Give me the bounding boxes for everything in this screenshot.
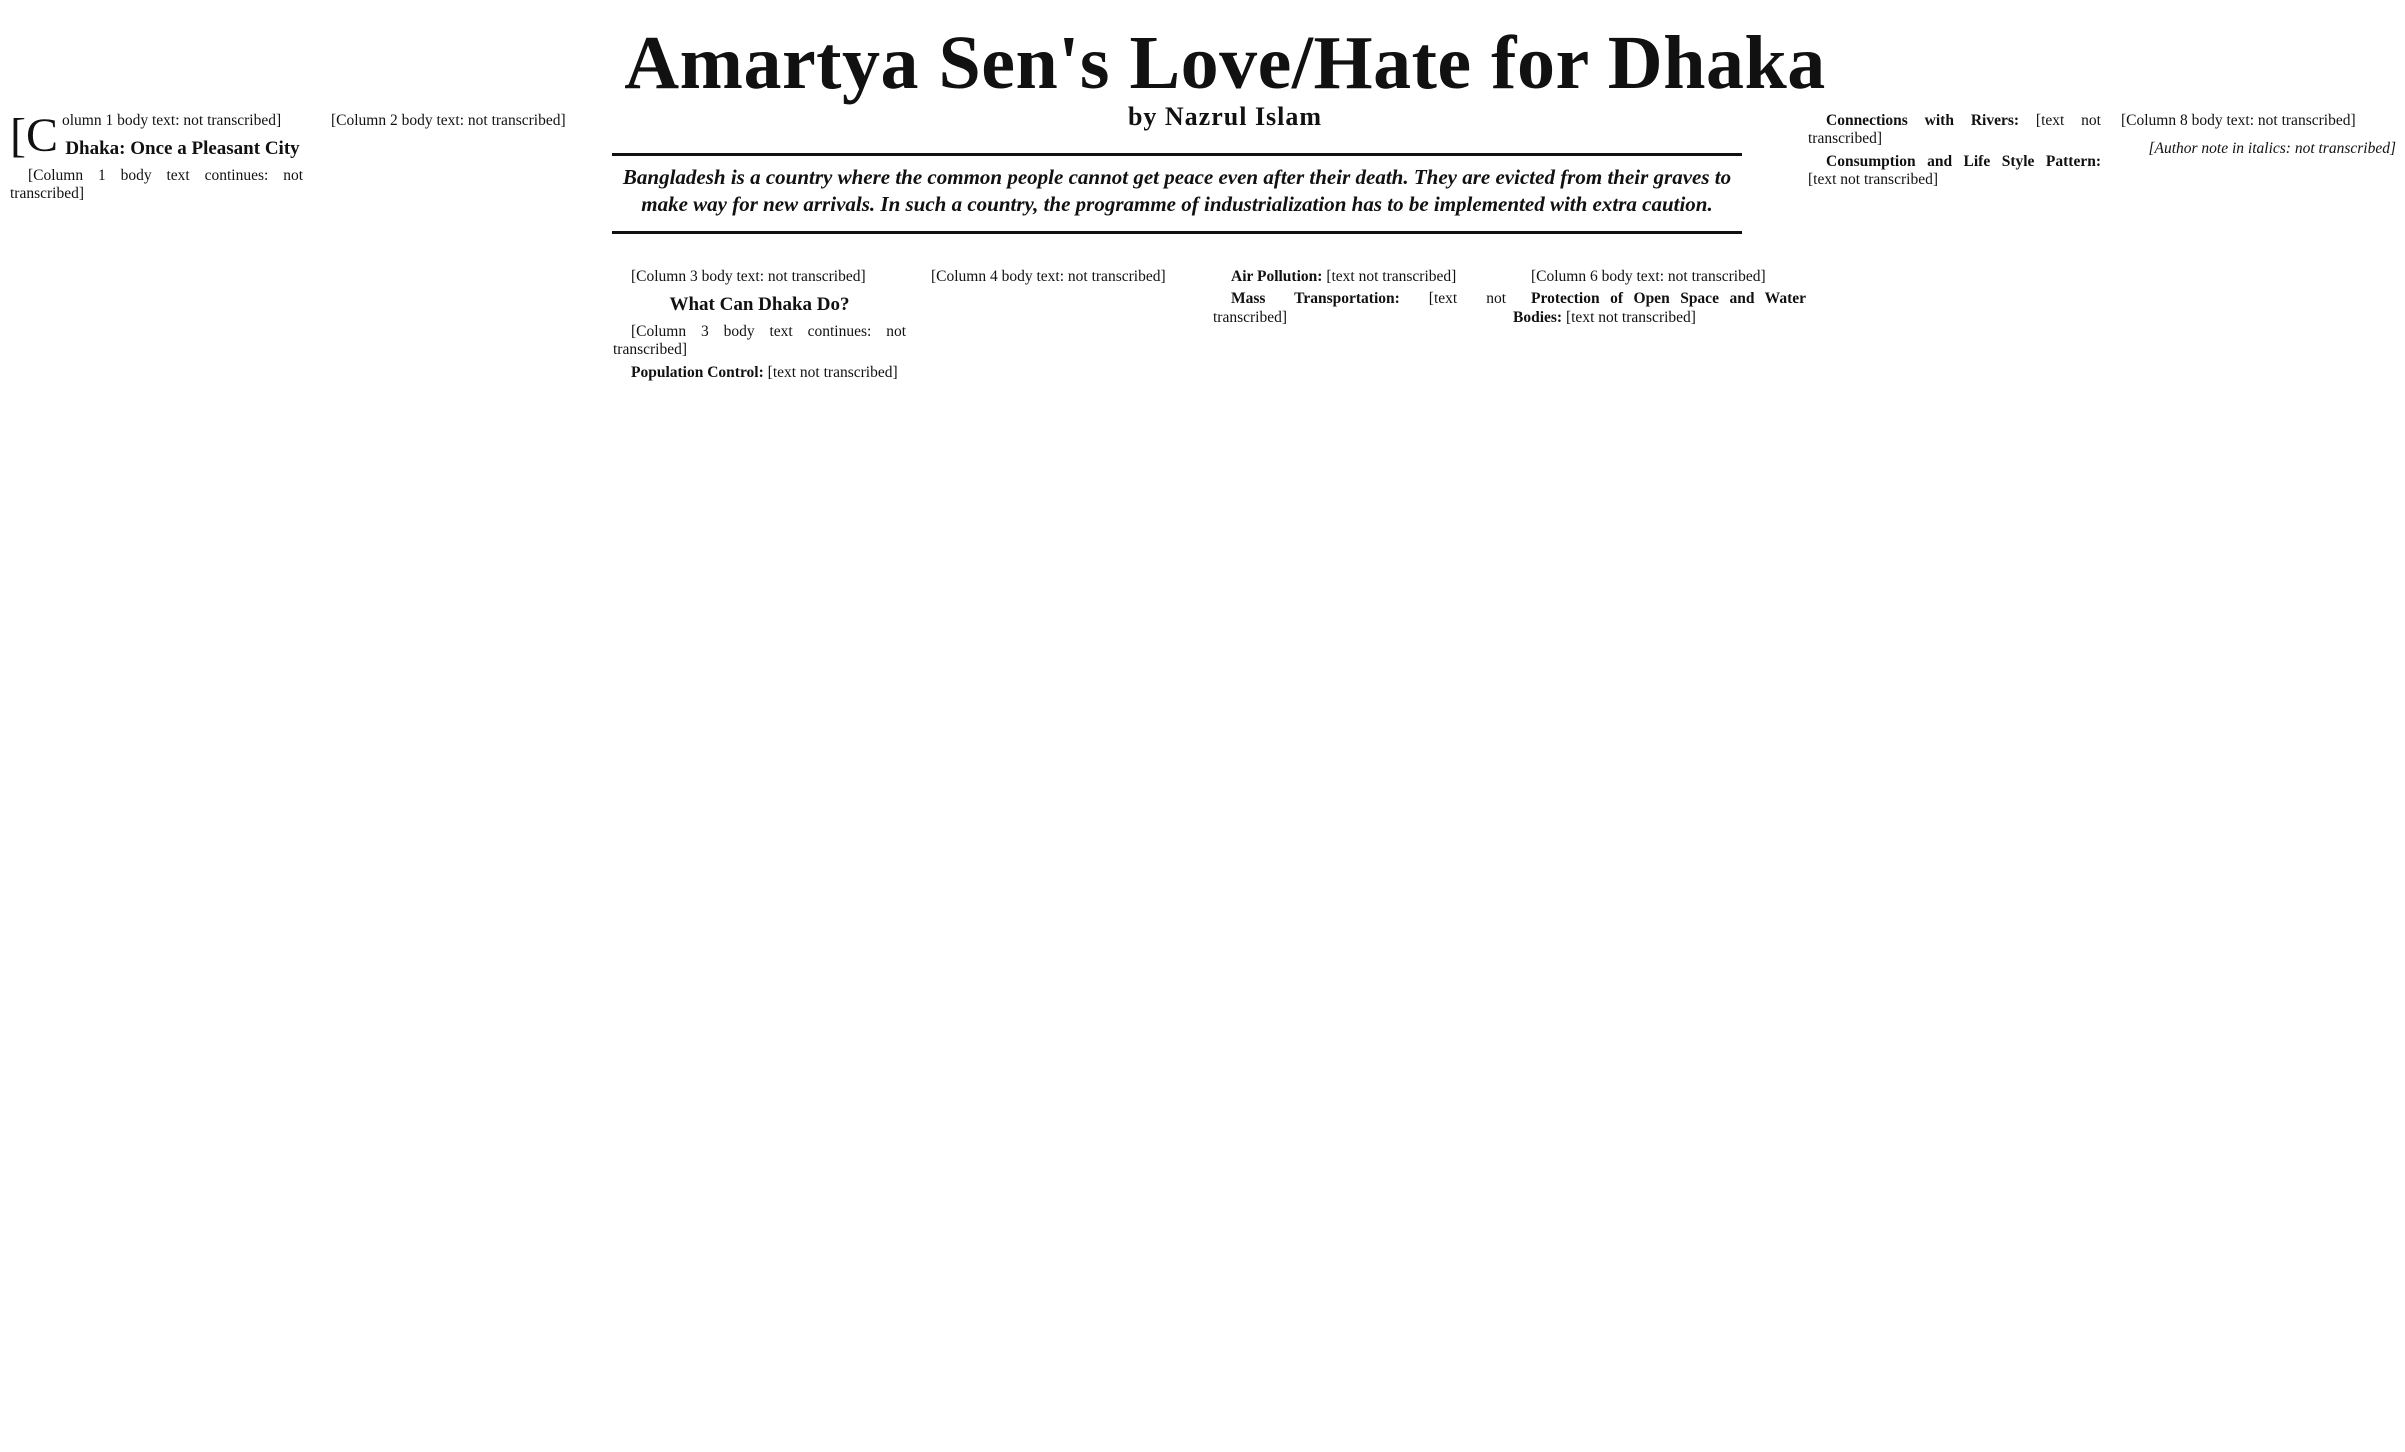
standfirst: [612, 153, 1742, 234]
article-column-2: [313, 112, 606, 1442]
article-text: [text not transcribed]: [1213, 290, 1506, 326]
article-text: [text not transcribed]: [1322, 268, 1457, 285]
article-paragraph: [Column 3 body text continues: not transcribed]: [613, 323, 906, 359]
article-text: [text not transcribed]: [1562, 308, 1696, 326]
article-paragraph: [Column 8 body text: not transcribed]: [2121, 112, 2356, 129]
article-column-5: [1213, 268, 1506, 1442]
section-heading: Consumption and Life Style Pattern:: [1826, 152, 2101, 170]
section-heading: Connections with Rivers:: [1826, 112, 2020, 129]
article-column-6: [1513, 268, 1806, 1442]
article-paragraph: [Column 2 body text: not transcribed]: [331, 112, 566, 129]
article-text: [text not transcribed]: [1808, 112, 2101, 148]
section-heading: Dhaka: Once a Pleasant City: [65, 138, 300, 160]
article-column-3: [613, 268, 906, 1442]
article-paragraph: [1213, 268, 1506, 286]
section-heading: Population Control:: [631, 363, 764, 381]
lead-paragraph: [Column 1 body text: not transcribed]: [10, 112, 282, 162]
standfirst-text: Bangladesh is a country where the common people cannot get peace even after their death. They are evicted from their graves to make way for new arrivals. In such a country, the programme of industrialization has to be implemented with extra caution.: [622, 165, 1732, 217]
headline: Amartya Sen's Love/Hate for Dhaka: [624, 21, 1826, 105]
article-paragraph: [Column 4 body text: not transcribed]: [931, 268, 1166, 285]
article-column-7: [1808, 112, 2101, 1442]
article-paragraph: [1808, 112, 2101, 149]
article-column-1: [10, 112, 303, 1442]
section-heading: Mass Transportation:: [1231, 290, 1400, 308]
author-note: [Author note in italics: not transcribed]: [2148, 140, 2396, 158]
article-paragraph: [1513, 290, 1806, 327]
article-paragraph: [1213, 290, 1506, 327]
article-text: [text not transcribed]: [1808, 170, 1938, 188]
byline: by Nazrul Islam: [1127, 102, 1323, 131]
article-text: [text not transcribed]: [763, 363, 898, 381]
article-paragraph: [Column 6 body text: not transcribed]: [1531, 268, 1766, 285]
article-paragraph: [613, 364, 906, 382]
article-paragraph: [Column 3 body text: not transcribed]: [631, 268, 866, 285]
article-paragraph: [1808, 153, 2101, 190]
section-heading: Air Pollution:: [1231, 268, 1323, 285]
section-heading: Protection of Open Space and Water Bodies:: [1513, 290, 1806, 326]
article-column-4: [913, 268, 1206, 1442]
article-column-8: [2103, 112, 2396, 1442]
article-paragraph: [Column 1 body text continues: not transcribed]: [10, 167, 303, 203]
section-heading: What Can Dhaka Do?: [669, 294, 850, 316]
